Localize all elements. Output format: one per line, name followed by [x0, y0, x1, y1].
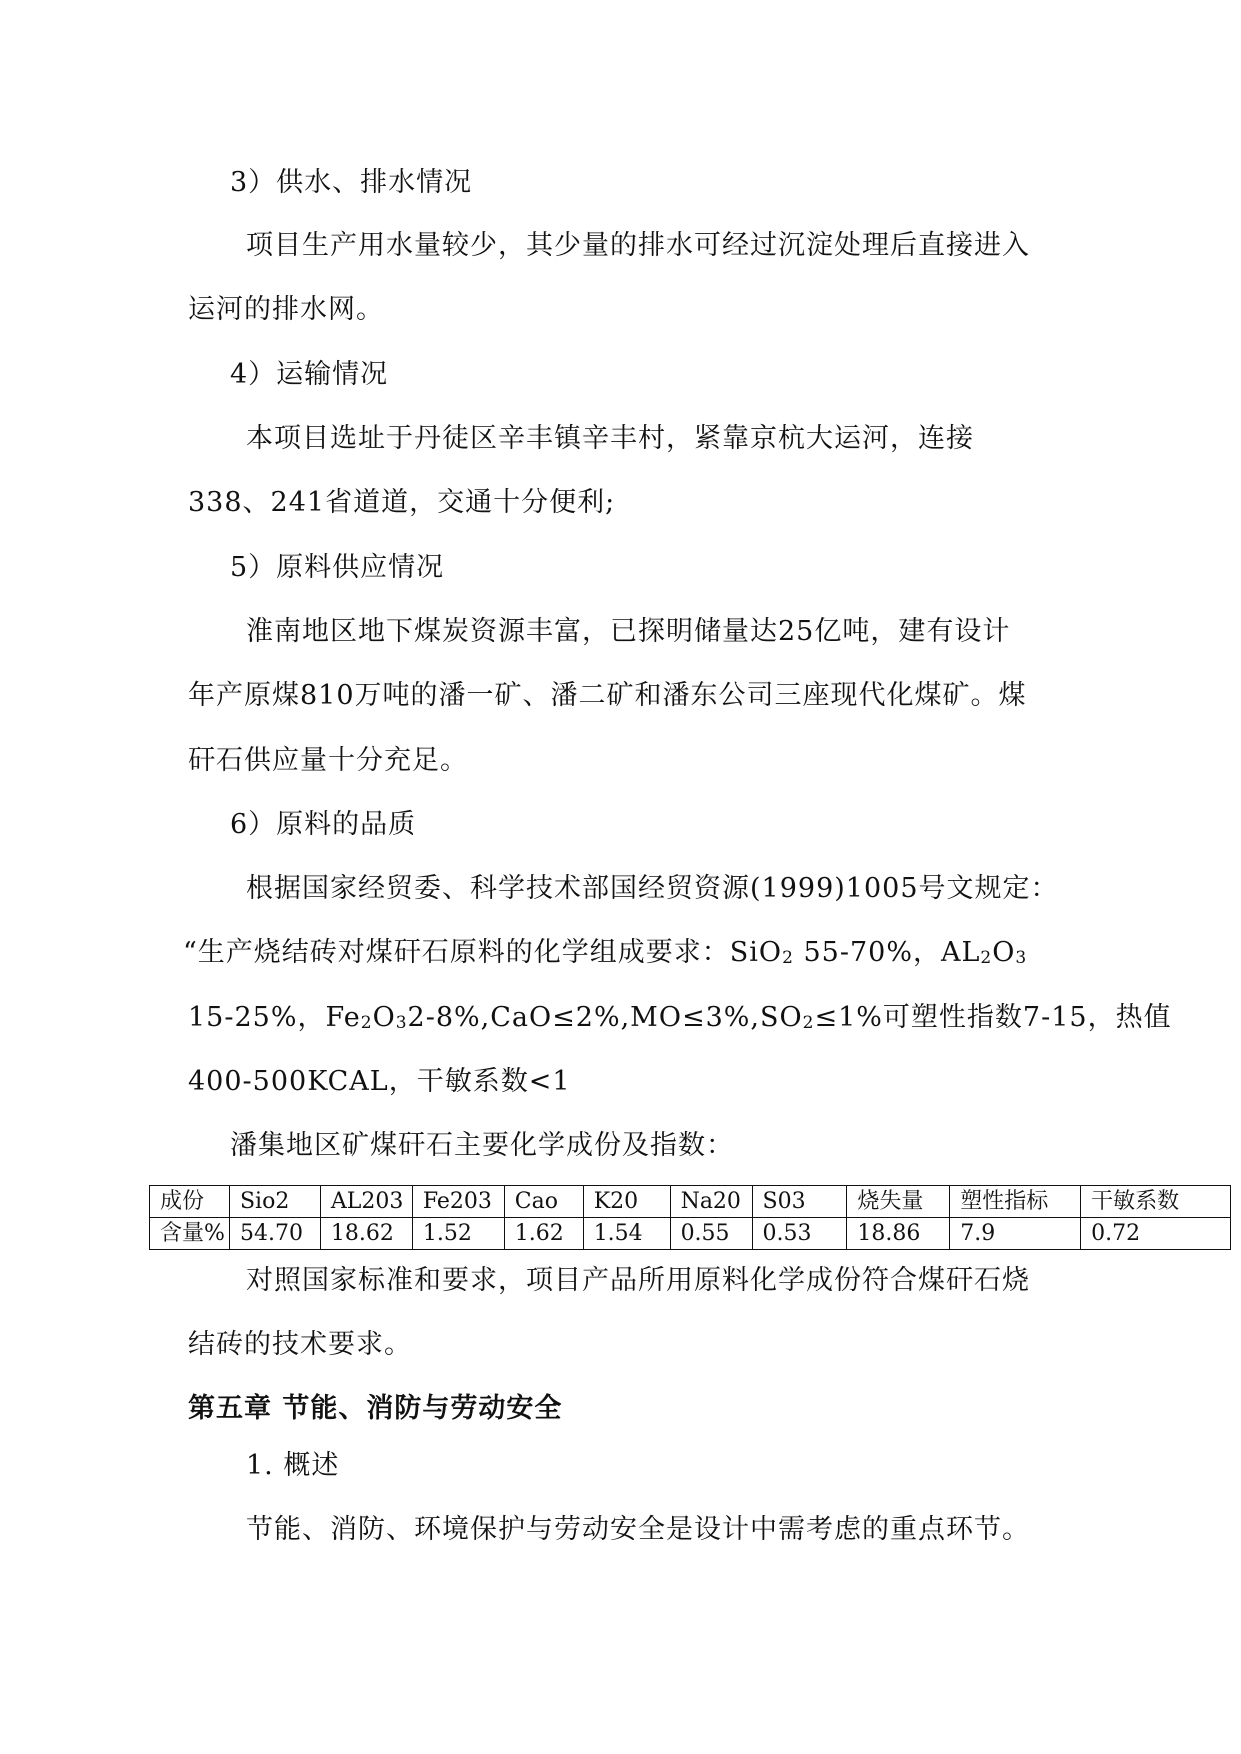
text-run: 2-8%,CaO≤2%,MO≤3%,SO [407, 1002, 803, 1033]
table-cell: 0.53 [752, 1218, 847, 1250]
composition-table [149, 1185, 1231, 1250]
table-cell: 1.62 [504, 1218, 583, 1250]
table-cell: 54.70 [229, 1218, 320, 1250]
table-cell: 成份 [150, 1186, 230, 1218]
table-cell: 干敏系数 [1081, 1186, 1231, 1218]
text-run: O [372, 1002, 396, 1033]
table-cell: Cao [504, 1186, 583, 1218]
section-3-paragraph-line-2: 运河的排水网。 [188, 294, 384, 325]
table-header-row [150, 1186, 1231, 1218]
section-4-title: 4）运输情况 [230, 359, 389, 390]
section-6-paragraph-line-1: 根据国家经贸委、科学技术部国经贸资源(1999)1005号文规定： [246, 873, 1059, 904]
table-cell: AL203 [320, 1186, 412, 1218]
chapter-section-1-title: 1. 概述 [246, 1450, 340, 1481]
chapter-section-1-paragraph: 节能、消防、环境保护与劳动安全是设计中需考虑的重点环节。 [246, 1514, 1030, 1545]
chapter-title: 第五章 节能、消防与劳动安全 [188, 1393, 563, 1424]
text-run: ≤1%可塑性指数7-15，热值 [814, 1002, 1172, 1033]
subscript: 3 [1015, 948, 1028, 968]
table-cell: 0.72 [1081, 1218, 1231, 1250]
table-cell: 1.52 [412, 1218, 504, 1250]
section-6-title: 6）原料的品质 [230, 809, 417, 840]
table-row [150, 1218, 1231, 1250]
section-5-paragraph-line-3: 矸石供应量十分充足。 [188, 745, 468, 776]
section-3-title: 3）供水、排水情况 [230, 167, 473, 198]
text-run: O [992, 937, 1016, 968]
section-3-paragraph-line-1: 项目生产用水量较少，其少量的排水可经过沉淀处理后直接进入 [246, 230, 1030, 261]
after-table-line-2: 结砖的技术要求。 [188, 1329, 412, 1360]
subscript: 3 [395, 1013, 408, 1033]
table-cell: 烧失量 [847, 1186, 950, 1218]
table-cell: 0.55 [670, 1218, 752, 1250]
section-6-paragraph-line-4: 400-500KCAL，干敏系数<1 [188, 1066, 571, 1097]
section-5-title: 5）原料供应情况 [230, 552, 445, 583]
table-cell: 1.54 [583, 1218, 670, 1250]
table-cell: 含量% [150, 1218, 230, 1250]
after-table-line-1: 对照国家标准和要求，项目产品所用原料化学成份符合煤矸石烧 [246, 1265, 1030, 1296]
table-cell: K20 [583, 1186, 670, 1218]
subscript: 2 [782, 948, 794, 968]
subscript: 2 [980, 948, 993, 968]
table-cell: Na20 [670, 1186, 752, 1218]
section-5-paragraph-line-2: 年产原煤810万吨的潘一矿、潘二矿和潘东公司三座现代化煤矿。煤 [188, 680, 1027, 711]
table-cell: 18.86 [847, 1218, 950, 1250]
subscript: 2 [802, 1013, 815, 1033]
text-run: 15-25%，Fe [188, 1002, 361, 1033]
subscript: 2 [360, 1013, 373, 1033]
table-cell: 塑性指标 [950, 1186, 1081, 1218]
section-4-paragraph-line-1: 本项目选址于丹徒区辛丰镇辛丰村，紧靠京杭大运河，连接 [246, 423, 974, 454]
table-cell: 18.62 [320, 1218, 412, 1250]
table-cell: Sio2 [229, 1186, 320, 1218]
table-intro: 潘集地区矿煤矸石主要化学成份及指数： [230, 1130, 734, 1161]
section-6-paragraph-line-2 [183, 935, 1027, 976]
table-cell: S03 [752, 1186, 847, 1218]
table-cell: Fe203 [412, 1186, 504, 1218]
section-4-paragraph-line-2: 338、241省道道，交通十分便利; [188, 487, 616, 518]
table-cell: 7.9 [950, 1218, 1081, 1250]
section-6-paragraph-line-3 [188, 1000, 1172, 1041]
text-run: 55-70%，AL [793, 937, 981, 968]
section-5-paragraph-line-1: 淮南地区地下煤炭资源丰富，已探明储量达25亿吨，建有设计 [246, 616, 1011, 647]
text-run: “生产烧结砖对煤矸石原料的化学组成要求：SiO [183, 937, 783, 968]
